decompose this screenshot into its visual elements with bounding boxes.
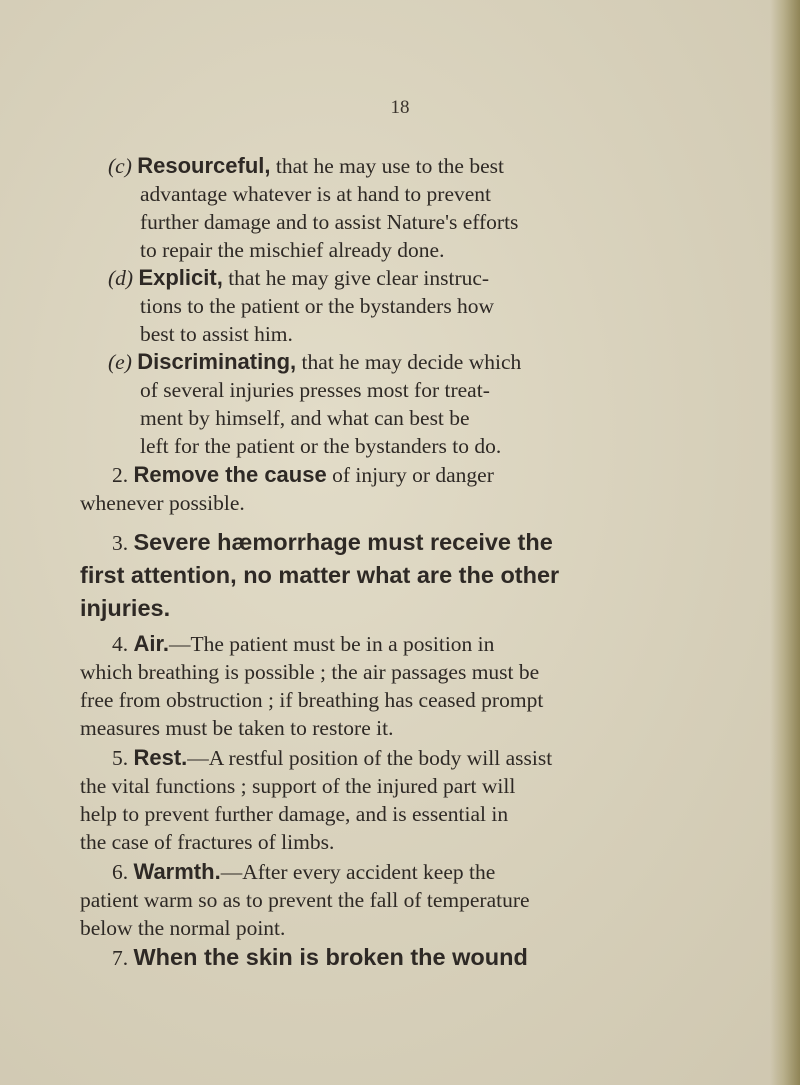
item-text: that he may give clear instruc- — [228, 266, 490, 290]
item-e-first-line — [108, 348, 521, 376]
rule-text: —A restful position of the body will assist — [187, 746, 553, 770]
item-line: ment by himself, and what can best be — [140, 406, 470, 430]
rule-heading: Severe hæmorrhage must receive the — [133, 529, 553, 555]
rule-2-first-line — [112, 461, 494, 489]
rule-line: which breathing is possible ; the air passages must be — [80, 660, 540, 684]
rule-5-first-line — [112, 744, 552, 772]
rule-line: measures must be taken to restore it. — [80, 716, 394, 740]
item-heading: Explicit, — [138, 265, 223, 290]
item-text: that he may use to the best — [275, 154, 504, 178]
item-line: to repair the mischief already done. — [140, 238, 445, 262]
item-label: (d) — [108, 266, 134, 290]
rule-number: 2. — [112, 463, 129, 487]
rule-number: 3. — [112, 531, 129, 555]
rule-heading: Air. — [133, 631, 169, 656]
item-line: best to assist him. — [140, 322, 293, 346]
rule-line: the vital functions ; support of the injured part will — [80, 774, 516, 798]
item-heading: Resourceful, — [137, 153, 271, 178]
rule-heading: Warmth. — [133, 859, 221, 884]
rule-6-first-line — [112, 858, 495, 886]
item-line: further damage and to assist Nature's efforts — [140, 210, 519, 234]
item-line: tions to the patient or the bystanders how — [140, 294, 495, 318]
rule-line: whenever possible. — [80, 491, 245, 515]
item-label: (c) — [108, 154, 132, 178]
item-text: that he may decide which — [301, 350, 522, 374]
rule-line: free from obstruction ; if breathing has ceased prompt — [80, 688, 544, 712]
rule-line: below the normal point. — [80, 916, 286, 940]
rule-heading: Rest. — [133, 745, 188, 770]
rule-heading: When the skin is broken the wound — [133, 944, 528, 970]
rule-line: help to prevent further damage, and is essential in — [80, 802, 509, 826]
rule-number: 7. — [112, 946, 129, 970]
rule-line: the case of fractures of limbs. — [80, 830, 335, 854]
rule-text: —The patient must be in a position in — [168, 632, 495, 656]
page-number: 18 — [390, 97, 410, 118]
rule-number: 6. — [112, 860, 129, 884]
rule-3-first-line — [112, 528, 553, 557]
rule-text: —After every accident keep the — [220, 860, 496, 884]
item-line: left for the patient or the bystanders to do. — [140, 434, 502, 458]
item-label: (e) — [108, 350, 132, 374]
rule-heading-line: first attention, no matter what are the other — [80, 562, 560, 588]
rule-7-first-line — [112, 943, 528, 972]
rule-4-first-line — [112, 630, 494, 658]
rule-heading-line: injuries. — [80, 595, 171, 621]
item-line: of several injuries presses most for treat- — [140, 378, 490, 402]
item-heading: Discriminating, — [137, 349, 297, 374]
rule-number: 5. — [112, 746, 129, 770]
rule-number: 4. — [112, 632, 129, 656]
rule-heading: Remove the cause — [133, 462, 327, 487]
rule-text: of injury or danger — [332, 463, 494, 487]
rule-line: patient warm so as to prevent the fall of temperature — [80, 888, 530, 912]
item-d-first-line — [108, 264, 489, 292]
item-c-first-line — [108, 152, 504, 180]
item-line: advantage whatever is at hand to prevent — [140, 182, 492, 206]
